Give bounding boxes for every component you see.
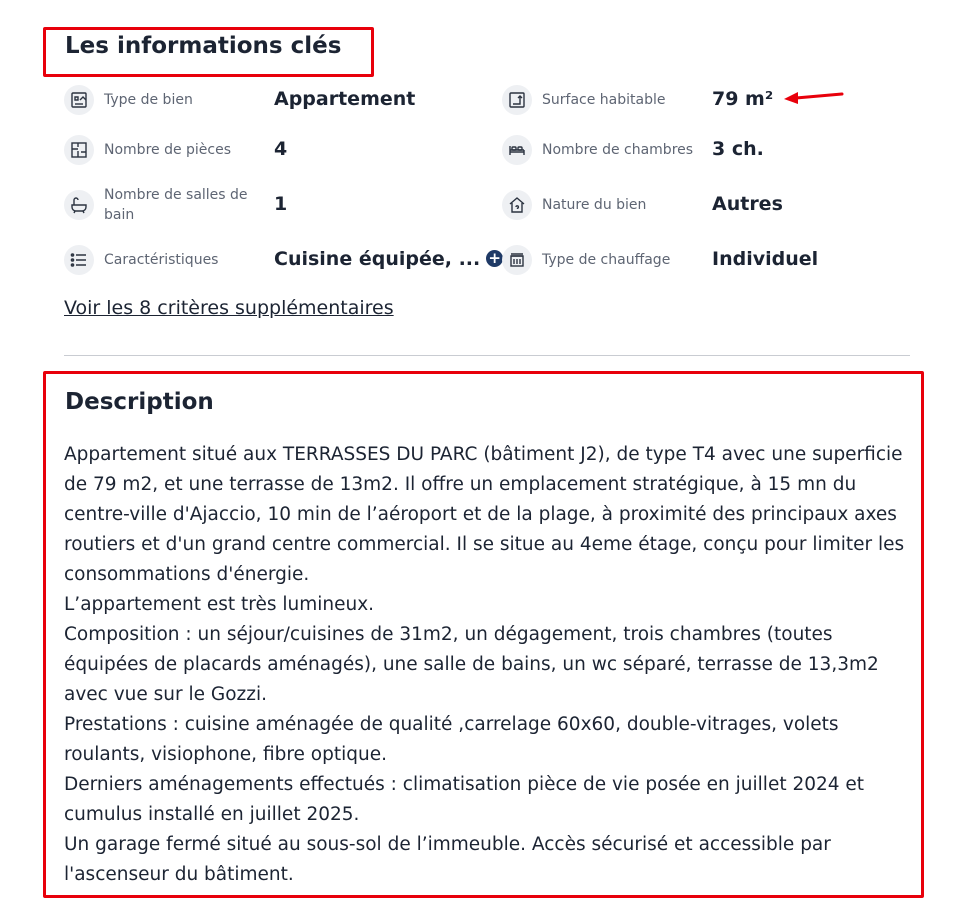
description-paragraph: Un garage fermé situé au sous-sol de l’immeuble. Accès sécurisé et accessible par l'ascenseur du bâtiment. <box>64 834 831 885</box>
bathtub-icon <box>64 190 94 220</box>
info-item-type-de-bien <box>64 85 193 115</box>
info-item-caracteristiques <box>64 245 218 275</box>
expand-characteristics-button[interactable] <box>486 250 503 267</box>
info-label: Nombre de pièces <box>104 142 232 158</box>
info-value: Individuel <box>712 248 819 270</box>
list-icon <box>64 245 94 275</box>
bed-icon <box>502 135 532 165</box>
description-paragraph: L’appartement est très lumineux. <box>64 594 375 615</box>
info-label: Nombre de chambres <box>542 142 694 158</box>
section-divider <box>64 355 910 356</box>
info-value: 3 ch. <box>712 138 764 160</box>
description-paragraph: Composition : un séjour/cuisines de 31m2, un dégagement, trois chambres (toutes équipées de placards aménagés), une salle de bains, un wc séparé, terrasse de 13,3m2 avec vue sur le Gozzi. <box>64 624 879 705</box>
house-icon <box>502 190 532 220</box>
info-label: Type de bien <box>104 92 193 108</box>
floor-plan-icon <box>64 135 94 165</box>
info-label: Nombre de salles de bain <box>104 187 248 223</box>
plus-icon: + <box>488 249 501 267</box>
info-label: Type de chauffage <box>542 252 671 268</box>
info-item-nombre-de-chambres <box>502 135 693 165</box>
property-type-icon <box>64 85 94 115</box>
info-item-nombre-de-pieces <box>64 135 231 165</box>
key-info-title: Les informations clés <box>65 33 342 59</box>
surface-icon <box>502 85 532 115</box>
info-value: Autres <box>712 193 783 215</box>
description-paragraph: Derniers aménagements effectués : climatisation pièce de vie posée en juillet 2024 et cumulus installé en juillet 2025. <box>64 774 865 825</box>
annotation-arrow-icon <box>780 88 846 106</box>
description-title: Description <box>65 389 214 415</box>
characteristics-value <box>274 248 503 270</box>
info-value: 79 m² <box>712 88 774 110</box>
description-paragraph: Prestations : cuisine aménagée de qualité ,carrelage 60x60, double-vitrages, volets roulants, visiophone, fibre optique. <box>64 714 839 765</box>
more-criteria-link[interactable]: Voir les 8 critères supplémentaires <box>64 297 394 319</box>
info-value: Appartement <box>274 88 416 110</box>
info-value: 1 <box>274 193 288 215</box>
info-value: 4 <box>274 138 288 160</box>
description-text <box>64 440 914 890</box>
info-label: Surface habitable <box>542 92 666 108</box>
info-item-nombre-de-salles-de-bain <box>64 185 254 225</box>
info-item-type-de-chauffage <box>502 245 670 275</box>
info-item-nature-du-bien <box>502 190 646 220</box>
description-paragraph: Appartement situé aux TERRASSES DU PARC (bâtiment J2), de type T4 avec une superficie de 79 m2, et une terrasse de 13m2. Il offre un emplacement stratégique, à 15 mn du centre-ville d'Ajaccio, 10 min de l’aéroport et de la plage, à proximité des principaux axes routiers et d'un grand centre commercial. Il se situe au 4eme étage, conçu pour limiter les consommations d'énergie. <box>64 444 905 585</box>
info-value: Cuisine équipée, ... <box>274 248 481 270</box>
info-item-surface-habitable <box>502 85 665 115</box>
heater-icon <box>502 245 532 275</box>
info-label: Nature du bien <box>542 197 647 213</box>
info-label: Caractéristiques <box>104 252 219 268</box>
